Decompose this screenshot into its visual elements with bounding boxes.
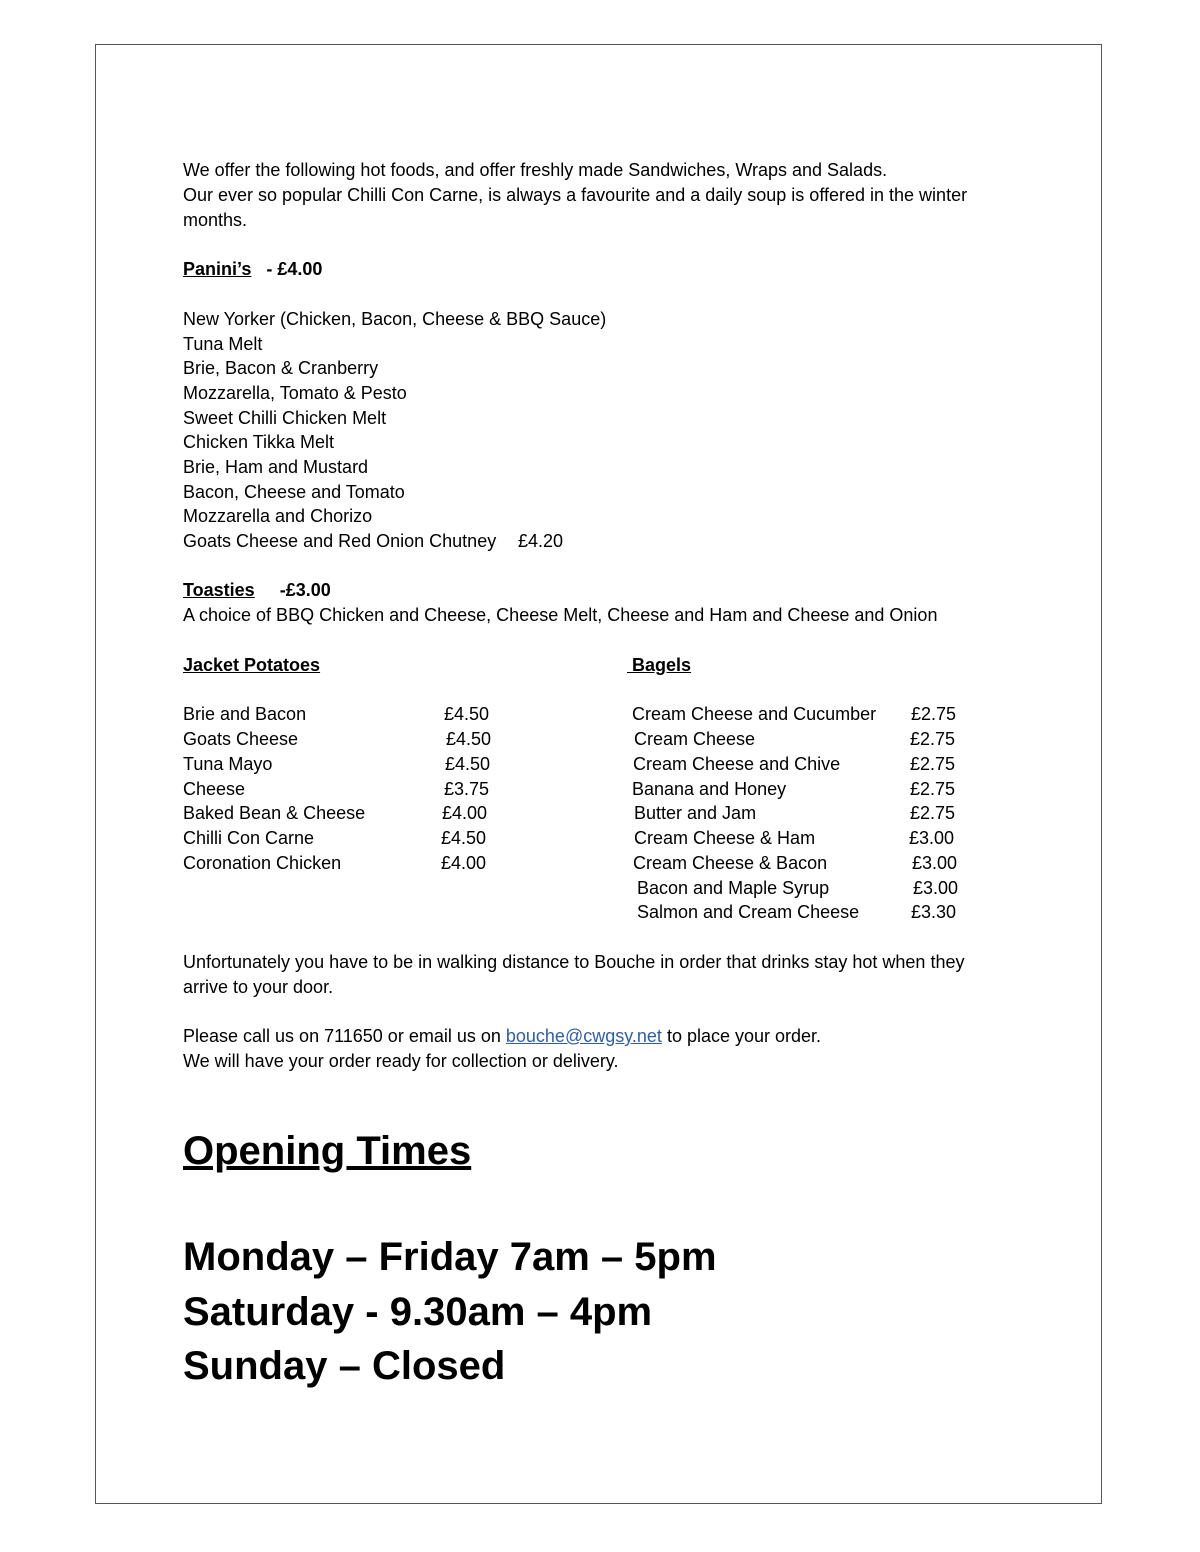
panini-item: Mozzarella and Chorizo bbox=[183, 506, 373, 526]
toasties-heading-row bbox=[183, 578, 331, 602]
jacket-item-name: Coronation Chicken bbox=[183, 853, 342, 873]
jacket-item-price: £4.50 bbox=[441, 828, 487, 848]
contact-text-after: to place your order. bbox=[666, 1026, 822, 1046]
bagel-item-price: £2.75 bbox=[910, 729, 956, 749]
bagel-item-name: Banana and Honey bbox=[632, 779, 787, 799]
toasties-price: -£3.00 bbox=[279, 580, 331, 600]
panini-item: New Yorker (Chicken, Bacon, Cheese & BBQ Sauce) bbox=[183, 309, 607, 329]
jacket-item-name: Tuna Mayo bbox=[183, 754, 273, 774]
jacket-item-price: £4.50 bbox=[446, 729, 492, 749]
panini-item: Mozzarella, Tomato & Pesto bbox=[183, 383, 407, 403]
hours-weekdays: Monday – Friday 7am – 5pm bbox=[183, 1235, 717, 1279]
bagel-item-price: £2.75 bbox=[910, 803, 956, 823]
panini-special-price: £4.20 bbox=[518, 531, 564, 551]
opening-times-title: Opening Times bbox=[183, 1129, 472, 1173]
bagel-item-price: £2.75 bbox=[911, 704, 957, 724]
bagel-item-price: £3.00 bbox=[913, 878, 959, 898]
intro-line-2: Our ever so popular Chilli Con Carne, is always a favourite and a daily soup is offered in the winter bbox=[183, 185, 968, 205]
jacket-item-price: £4.00 bbox=[442, 803, 488, 823]
panini-item: Bacon, Cheese and Tomato bbox=[183, 482, 405, 502]
panini-item: Sweet Chilli Chicken Melt bbox=[183, 408, 387, 428]
jacket-item-name: Goats Cheese bbox=[183, 729, 299, 749]
bagel-item-price: £3.00 bbox=[912, 853, 958, 873]
bagel-item-name: Cream Cheese & Bacon bbox=[633, 853, 828, 873]
panini-heading-row bbox=[183, 257, 322, 281]
bagel-item-price: £3.00 bbox=[909, 828, 955, 848]
email-link[interactable]: bouche@cwgsy.net bbox=[505, 1026, 662, 1046]
intro-line-3: months. bbox=[183, 210, 248, 230]
contact-text-before: Please call us on 711650 or email us on bbox=[183, 1026, 501, 1046]
jacket-item-price: £3.75 bbox=[444, 779, 490, 799]
delivery-note-line-2: arrive to your door. bbox=[183, 977, 334, 997]
panini-item: Brie, Bacon & Cranberry bbox=[183, 358, 379, 378]
bagel-item-name: Cream Cheese bbox=[634, 729, 756, 749]
jacket-item-name: Brie and Bacon bbox=[183, 704, 307, 724]
bagel-item-name: Cream Cheese and Chive bbox=[633, 754, 841, 774]
jacket-item-name: Cheese bbox=[183, 779, 246, 799]
panini-item: Tuna Melt bbox=[183, 334, 263, 354]
jacket-potatoes-heading: Jacket Potatoes bbox=[183, 655, 321, 675]
contact-line-2: We will have your order ready for collection or delivery. bbox=[183, 1051, 619, 1071]
jacket-item-name: Baked Bean & Cheese bbox=[183, 803, 366, 823]
toasties-heading: Toasties bbox=[183, 580, 255, 600]
panini-price: - £4.00 bbox=[266, 259, 323, 279]
bagel-item-price: £2.75 bbox=[910, 754, 956, 774]
jacket-item-price: £4.50 bbox=[444, 704, 490, 724]
hours-saturday: Saturday - 9.30am – 4pm bbox=[183, 1290, 653, 1334]
bagel-item-name: Cream Cheese and Cucumber bbox=[632, 704, 877, 724]
bagel-item-price: £2.75 bbox=[910, 779, 956, 799]
intro-line-1: We offer the following hot foods, and offer freshly made Sandwiches, Wraps and Salads. bbox=[183, 160, 888, 180]
bagel-item-name: Butter and Jam bbox=[634, 803, 757, 823]
bagels-heading bbox=[627, 653, 691, 677]
bagel-item-name: Salmon and Cream Cheese bbox=[637, 902, 860, 922]
jacket-item-name: Chilli Con Carne bbox=[183, 828, 315, 848]
bagel-item-name: Cream Cheese & Ham bbox=[634, 828, 816, 848]
delivery-note-line-1: Unfortunately you have to be in walking distance to Bouche in order that drinks stay hot when they bbox=[183, 952, 965, 972]
hours-sunday: Sunday – Closed bbox=[183, 1344, 506, 1388]
jacket-item-price: £4.50 bbox=[445, 754, 491, 774]
panini-item: Chicken Tikka Melt bbox=[183, 432, 335, 452]
panini-special-item: Goats Cheese and Red Onion Chutney bbox=[183, 531, 497, 551]
bagels-heading-text: Bagels bbox=[632, 655, 692, 675]
panini-item: Brie, Ham and Mustard bbox=[183, 457, 369, 477]
bagel-item-price: £3.30 bbox=[911, 902, 957, 922]
toasties-description: A choice of BBQ Chicken and Cheese, Cheese Melt, Cheese and Ham and Cheese and Onion bbox=[183, 605, 938, 625]
contact-line-1 bbox=[183, 1024, 821, 1048]
jacket-item-price: £4.00 bbox=[441, 853, 487, 873]
panini-heading: Panini’s bbox=[183, 259, 252, 279]
bagel-item-name: Bacon and Maple Syrup bbox=[637, 878, 830, 898]
